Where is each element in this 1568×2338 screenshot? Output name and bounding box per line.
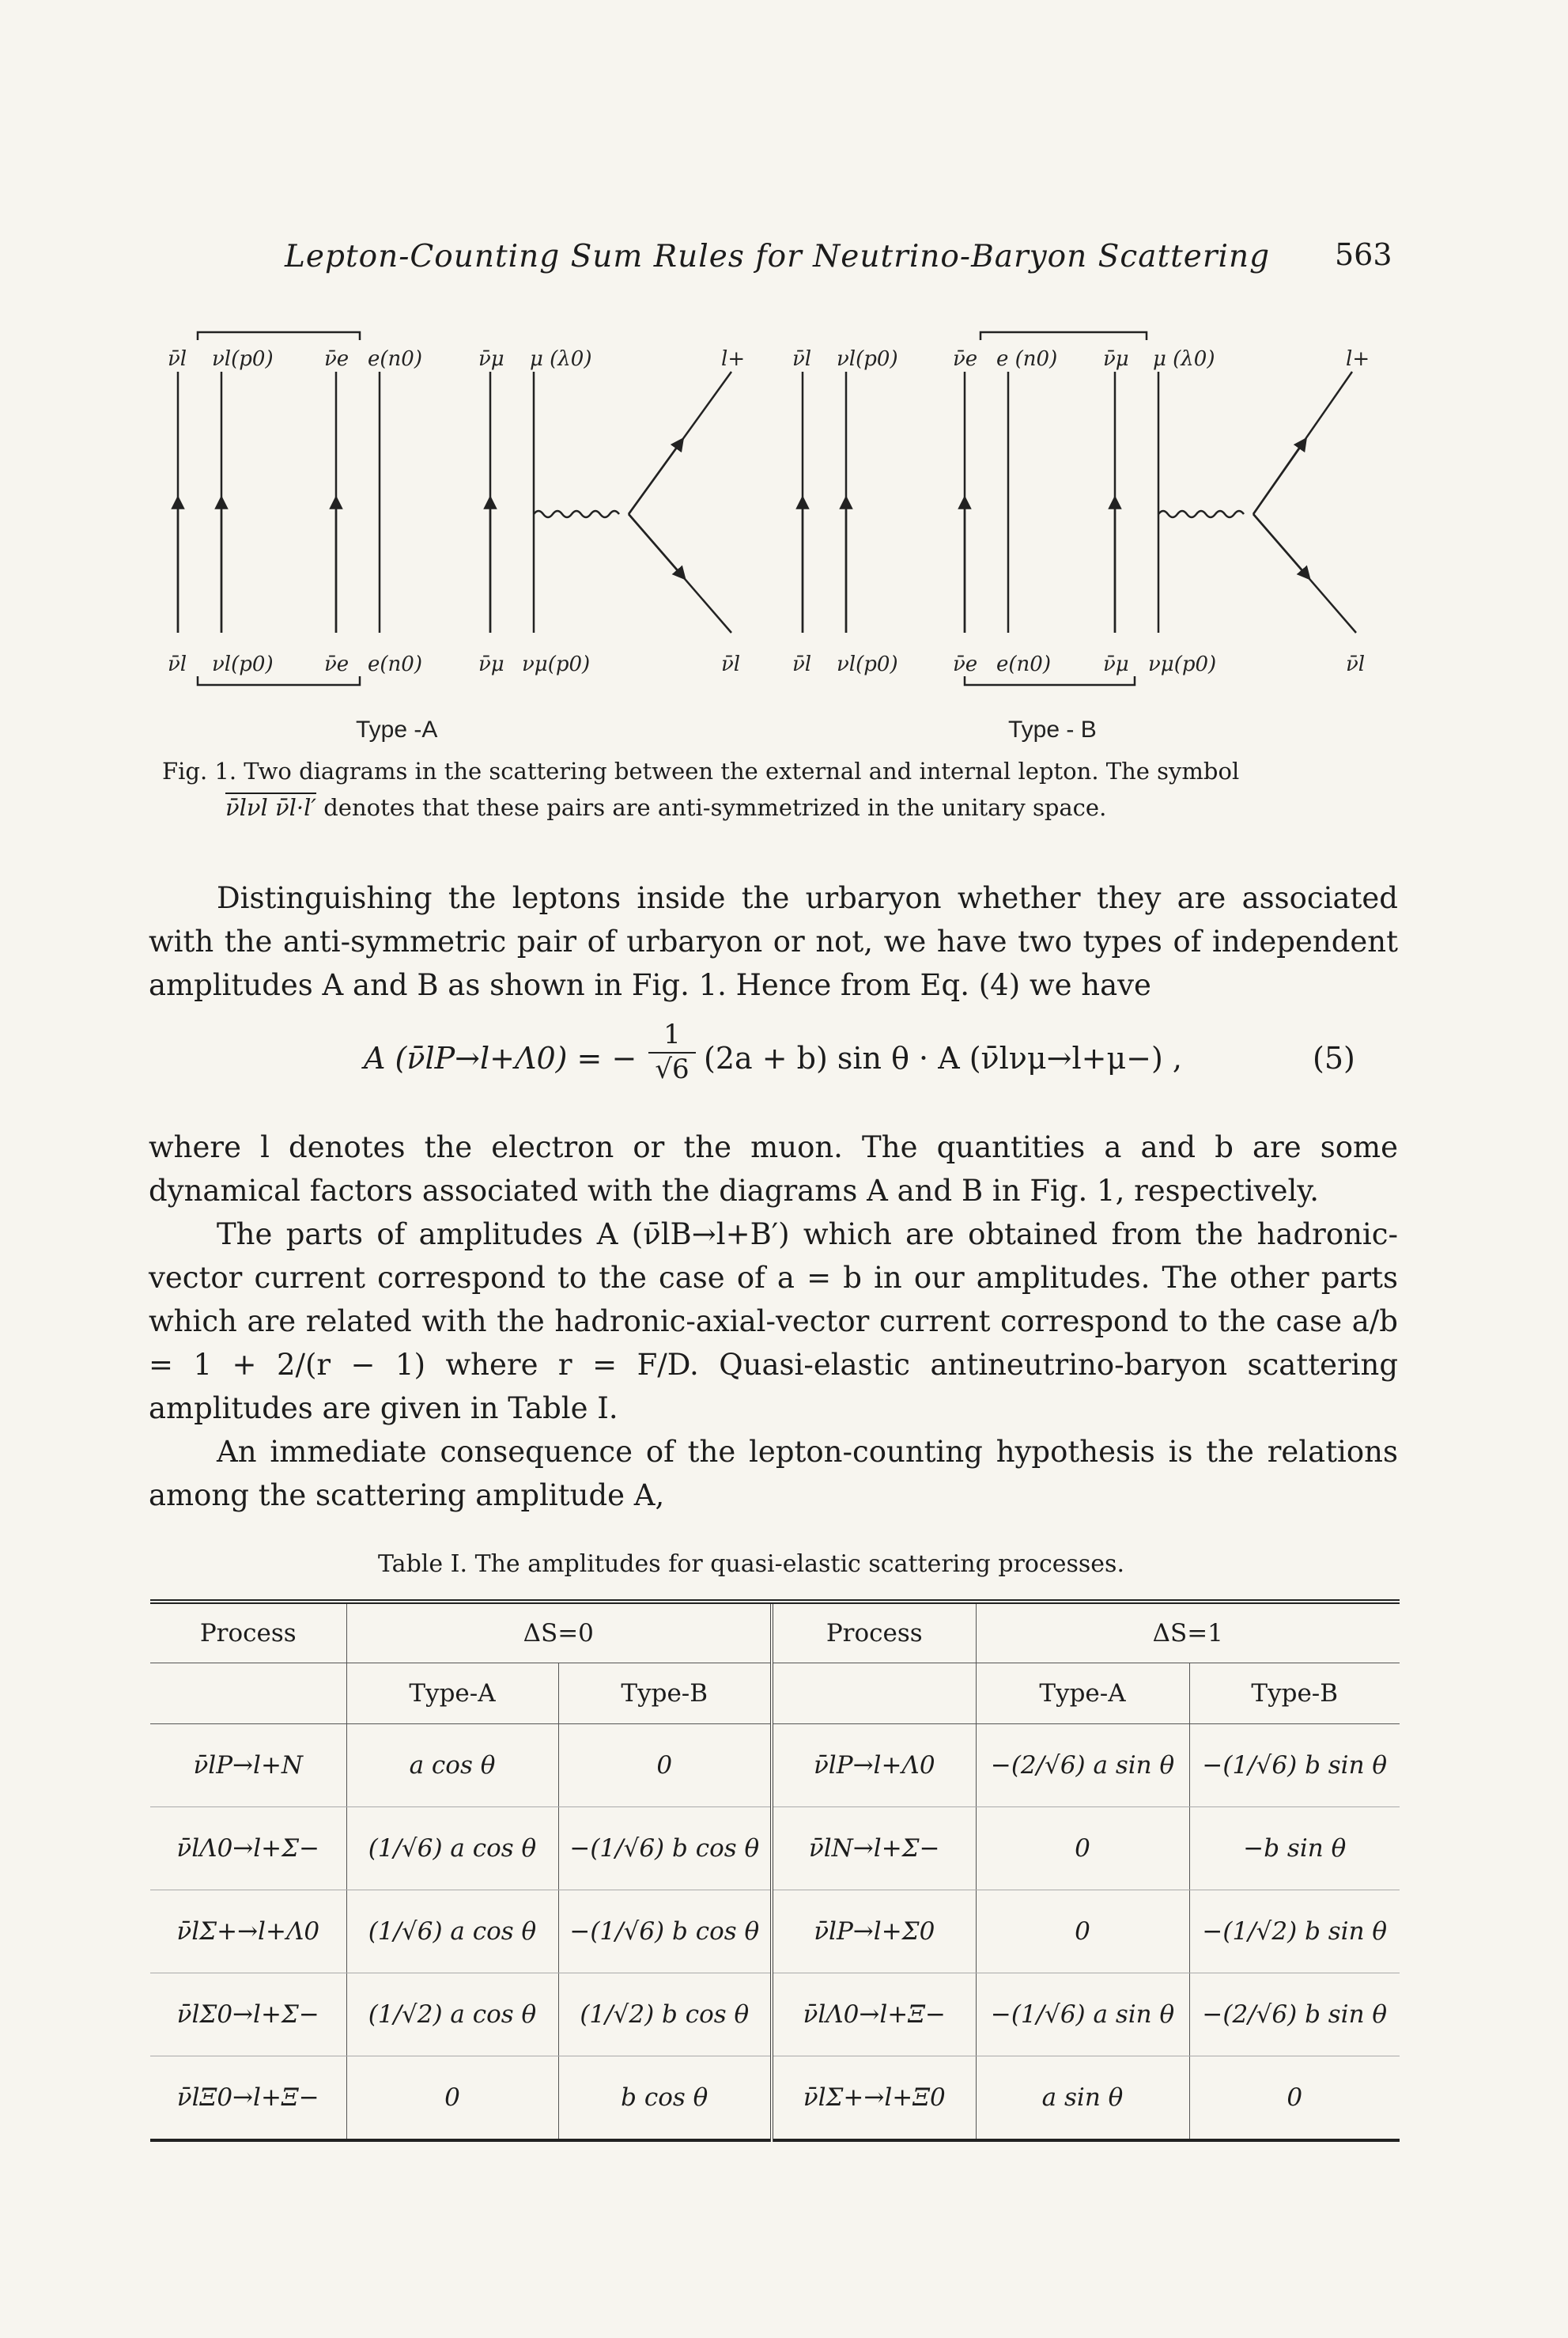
amplitude-cell: −b sin θ bbox=[1189, 1807, 1400, 1890]
process-cell: ν̄lΞ0→l+Ξ− bbox=[150, 2056, 346, 2141]
top-label: μ (λ0) bbox=[1153, 347, 1215, 371]
top-label: ν̄l bbox=[168, 347, 187, 371]
process-cell: ν̄lΛ0→l+Ξ− bbox=[772, 1973, 976, 2056]
amplitude-cell: 0 bbox=[558, 1724, 772, 1807]
amplitude-cell: 0 bbox=[976, 1807, 1189, 1890]
paragraph-3 bbox=[149, 1213, 1398, 1430]
caption-line-1: Fig. 1. Two diagrams in the scattering between the external and internal lepton. The symbol bbox=[162, 758, 1240, 785]
table-row bbox=[150, 1807, 1400, 1890]
bottom-label: ν̄μ bbox=[478, 653, 504, 676]
bottom-label: νl(p0) bbox=[837, 653, 898, 676]
amplitude-cell: b cos θ bbox=[558, 2056, 772, 2141]
bottom-label: ν̄μ bbox=[1103, 653, 1129, 676]
top-label: ν̄e bbox=[953, 347, 978, 371]
amplitude-cell: −(1/√2) b sin θ bbox=[1189, 1890, 1400, 1973]
type-b-label: Type - B bbox=[1008, 717, 1097, 743]
fraction-numerator: 1 bbox=[648, 1019, 696, 1054]
amplitude-cell: 0 bbox=[346, 2056, 558, 2141]
bottom-label: e(n0) bbox=[996, 653, 1051, 676]
header-process-2: Process bbox=[772, 1602, 976, 1663]
paragraph-1-text: Distinguishing the leptons inside the urbaryon whether they are associated with the anti-symmetric pair of urbaryon or not, we have two types of independent amplitudes A and B as shown in Fig. 1. Hence from Eq. (4) we have bbox=[149, 881, 1398, 1002]
caption-symbol: ν̄lνl ν̄l·l′ bbox=[225, 794, 317, 821]
process-cell: ν̄lN→l+Σ− bbox=[772, 1807, 976, 1890]
paragraph-2-text: where l denotes the electron or the muon. The quantities a and b are some dynamical factors associated with the diagrams A and B in Fig. 1, respectively. bbox=[149, 1130, 1398, 1208]
process-cell: ν̄lP→l+Λ0 bbox=[772, 1724, 976, 1807]
subheader-empty bbox=[150, 1663, 346, 1724]
amplitude-table bbox=[150, 1599, 1400, 2142]
amplitude-cell: −(1/√6) a sin θ bbox=[976, 1973, 1189, 2056]
amplitude-cell: 0 bbox=[1189, 2056, 1400, 2141]
top-label: ν̄e bbox=[324, 347, 349, 371]
bottom-label: νl(p0) bbox=[212, 653, 274, 676]
amplitude-cell: (1/√2) a cos θ bbox=[346, 1973, 558, 2056]
type-a-label: Type -A bbox=[356, 717, 438, 743]
amplitude-cell: (1/√6) a cos θ bbox=[346, 1807, 558, 1890]
figure-caption bbox=[162, 753, 1380, 826]
top-label: ν̄μ bbox=[478, 347, 504, 371]
table-row bbox=[150, 1724, 1400, 1807]
table-subheader-row bbox=[150, 1663, 1400, 1724]
process-cell: ν̄lΣ+→l+Ξ0 bbox=[772, 2056, 976, 2141]
amplitude-cell: −(1/√6) b cos θ bbox=[558, 1890, 772, 1973]
bottom-label: ν̄e bbox=[324, 653, 349, 676]
table-header-row bbox=[150, 1602, 1400, 1663]
paragraph-4-text: An immediate consequence of the lepton-counting hypothesis is the relations among the scattering amplitude A, bbox=[149, 1435, 1398, 1512]
subheader-type-b: Type-B bbox=[558, 1663, 772, 1724]
top-label: ν̄l bbox=[792, 347, 812, 371]
bottom-label: ν̄e bbox=[953, 653, 978, 676]
top-label: νl(p0) bbox=[212, 347, 274, 371]
caption-line-2: denotes that these pairs are anti-symmetrized in the unitary space. bbox=[323, 794, 1107, 821]
table-caption: Table I. The amplitudes for quasi-elastic scattering processes. bbox=[378, 1550, 1124, 1578]
equation-rhs: (2a + b) sin θ · A (ν̄lνμ→l+μ−) , bbox=[704, 1041, 1182, 1076]
bottom-label: e(n0) bbox=[368, 653, 422, 676]
top-label: νl(p0) bbox=[837, 347, 898, 371]
running-title: Lepton-Counting Sum Rules for Neutrino-Baryon Scattering bbox=[285, 239, 1271, 274]
amplitude-cell: a sin θ bbox=[976, 2056, 1189, 2141]
bottom-label: ν̄l bbox=[792, 653, 812, 676]
amplitude-cell: a cos θ bbox=[346, 1724, 558, 1807]
amplitude-cell: −(2/√6) b sin θ bbox=[1189, 1973, 1400, 2056]
equation-lhs: A (ν̄lP→l+Λ0) = − bbox=[364, 1041, 637, 1076]
top-label: l+ bbox=[721, 347, 746, 371]
equation-fraction bbox=[648, 1019, 696, 1085]
top-label: e (n0) bbox=[996, 347, 1058, 371]
paragraph-4 bbox=[149, 1430, 1398, 1517]
header-ds0: ΔS=0 bbox=[346, 1602, 772, 1663]
bottom-label: ν̄l bbox=[1346, 653, 1366, 676]
header-process: Process bbox=[150, 1602, 346, 1663]
bottom-label: ν̄l bbox=[168, 653, 187, 676]
fraction-denominator: √6 bbox=[655, 1054, 690, 1085]
subheader-type-b-2: Type-B bbox=[1189, 1663, 1400, 1724]
process-cell: ν̄lΣ+→l+Λ0 bbox=[150, 1890, 346, 1973]
table-row bbox=[150, 1973, 1400, 2056]
amplitude-cell: (1/√2) b cos θ bbox=[558, 1973, 772, 2056]
process-cell: ν̄lΛ0→l+Σ− bbox=[150, 1807, 346, 1890]
top-label: e(n0) bbox=[368, 347, 422, 371]
paragraph-2 bbox=[149, 1125, 1398, 1213]
paragraph-3-text: The parts of amplitudes A (ν̄lB→l+B′) which are obtained from the hadronic-vector current correspond to the case of a = b in our amplitudes. The other parts which are related with the hadronic-axial-vector current correspond to the case a/b = 1 + 2/(r − 1) where r = F/D. Quasi-elastic antineutrino-baryon scattering amplitudes are given in Table I. bbox=[149, 1217, 1398, 1425]
amplitude-cell: (1/√6) a cos θ bbox=[346, 1890, 558, 1973]
header-ds1: ΔS=1 bbox=[976, 1602, 1400, 1663]
process-cell: ν̄lP→l+Σ0 bbox=[772, 1890, 976, 1973]
subheader-empty-2 bbox=[772, 1663, 976, 1724]
table-row bbox=[150, 1890, 1400, 1973]
bottom-label: νμ(p0) bbox=[522, 653, 591, 676]
bottom-label: ν̄l bbox=[721, 653, 741, 676]
feynman-diagram-figure bbox=[150, 316, 1423, 759]
subheader-type-a: Type-A bbox=[346, 1663, 558, 1724]
subheader-type-a-2: Type-A bbox=[976, 1663, 1189, 1724]
process-cell: ν̄lP→l+N bbox=[150, 1724, 346, 1807]
top-label: l+ bbox=[1346, 347, 1370, 371]
amplitude-cell: 0 bbox=[976, 1890, 1189, 1973]
amplitude-cell: −(2/√6) a sin θ bbox=[976, 1724, 1189, 1807]
top-label: ν̄μ bbox=[1103, 347, 1129, 371]
bottom-label: νμ(p0) bbox=[1148, 653, 1217, 676]
table-row bbox=[150, 2056, 1400, 2141]
top-label: μ (λ0) bbox=[530, 347, 592, 371]
amplitude-cell: −(1/√6) b sin θ bbox=[1189, 1724, 1400, 1807]
amplitude-cell: −(1/√6) b cos θ bbox=[558, 1807, 772, 1890]
process-cell: ν̄lΣ0→l+Σ− bbox=[150, 1973, 346, 2056]
page-number: 563 bbox=[1335, 237, 1392, 272]
equation-5 bbox=[364, 1019, 1392, 1114]
equation-number: (5) bbox=[1313, 1041, 1355, 1076]
paragraph-1 bbox=[149, 876, 1398, 1007]
